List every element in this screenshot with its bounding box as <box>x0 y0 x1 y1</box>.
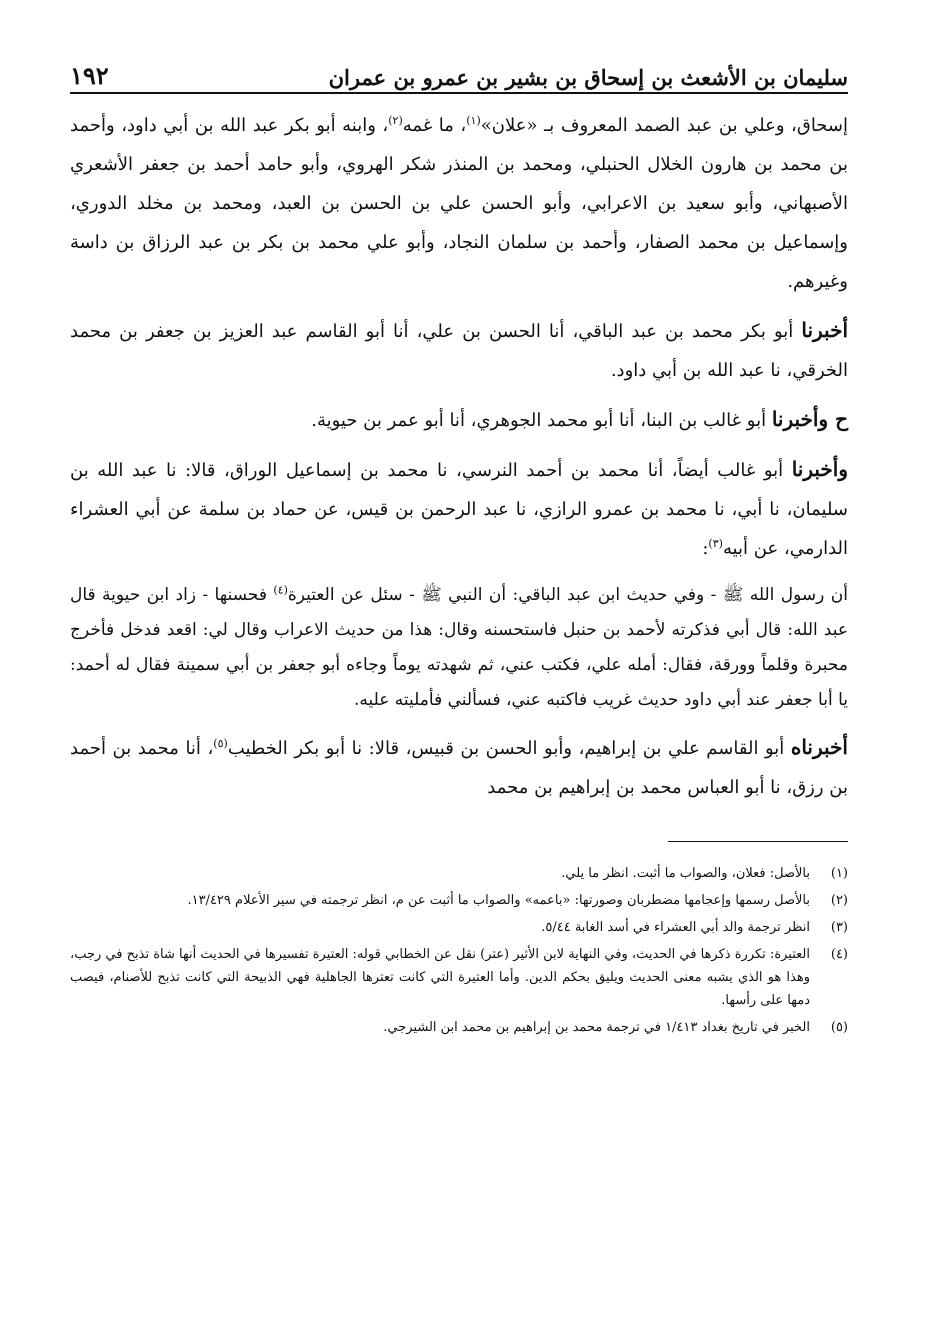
text-run: أبو غالب بن البنا، أنا أبو محمد الجوهري، أنا أبو عمر بن حيوية. <box>311 410 772 431</box>
footnote-marker: (١) <box>466 114 481 127</box>
footnote-text: العتيرة: تكررة ذكرها في الحديث، وفي النهاية لابن الأثير (عتر) نقل عن الخطابي قوله: العتيرة تفسيرها في الحديث أنها شاة تذبح في رجب، وهذا هو الذي يشبه معنى الحديث ويليق بحكم الدين. وأما العتيرة التي كانت تعترها الجاهلية فهي الذبيحة التي كانت تذبح للأصنام، فيصب دمها على رأسها. <box>70 947 810 1008</box>
footnote-text: بالأصل رسمها وإعجامها مضطربان وصورتها: «باعمه» والصواب ما أثبت عن م، انظر ترجمته في سير الأعلام ١٣/٤٢٩. <box>187 893 810 908</box>
paragraph <box>70 728 848 807</box>
chain-lead-word: أخبرنا <box>801 318 848 342</box>
book-page <box>70 50 848 1043</box>
page-number: ١٩٢ <box>70 61 109 90</box>
footnote-number: (٢) <box>830 893 848 908</box>
footnote-marker: (٢) <box>388 114 403 127</box>
text-run: ، أنا محمد بن أحمد بن رزق، نا أبو العباس محمد بن إبراهيم بن محمد <box>70 738 848 798</box>
text-run: أن رسول الله ﷺ - وفي حديث ابن عبد الباقي: أن النبي ﷺ - سئل عن العتيرة <box>287 585 848 605</box>
footnote-marker: (٣) <box>708 537 723 550</box>
footnote <box>70 889 848 912</box>
chain-lead-word: ح وأخبرنا <box>771 407 848 431</box>
footnote-marker: (٥) <box>213 737 228 750</box>
footnote <box>70 862 848 885</box>
paragraph <box>70 106 848 301</box>
footnote <box>70 1016 848 1039</box>
footnote-separator <box>668 841 848 842</box>
text-run: ، ما غمه <box>402 115 467 136</box>
footnote-number: (٥) <box>830 1020 848 1035</box>
footnote-number: (٤) <box>830 947 848 962</box>
footnote-marker: (٤) <box>273 583 288 597</box>
running-header <box>70 50 848 94</box>
hadith-text <box>70 578 848 718</box>
text-run: فحسنها - زاد ابن حيوية قال عبد الله: قال أبي فذكرته لأحمد بن حنبل فاستحسنه وقال: هذا من حديث الاعراب وقال لي: اقعد فدخل فأخرج محبرة وقلماً وورقة، فقال: أمله علي، فكتب عني، ثم شهدته يوماً وجاءه أبو جعفر بن أبي سمينة فقال له أحمد: يا أبا جعفر عند أبي داود حديث غريب فاكتبه عني، فسألني فأمليته عليه. <box>70 585 848 710</box>
footnote-text: الخبر في تاريخ بغداد ١/٤١٣ في ترجمة محمد بن إبراهيم بن محمد ابن الشيرجي. <box>383 1020 810 1035</box>
text-run: أبو القاسم علي بن إبراهيم، وأبو الحسن بن قبيس، قالا: نا أبو بكر الخطيب <box>227 738 791 759</box>
text-run: ، وابنه أبو بكر عبد الله بن أبي داود، وأحمد بن محمد بن هارون الخلال الحنبلي، ومحمد بن المنذر شكر الهروي، وأبو حامد أحمد بن جعفر الأشعري الأصبهاني، وأبو سعيد بن الاعرابي، وأبو الحسن علي بن الحسن بن العبد، ومحمد بن مخلد الدوري، وإسماعيل بن محمد الصفار، وأحمد بن سلمان النجاد، وأبو علي محمد بن بكر بن عبد الرزاق بن داسة وغيرهم. <box>70 115 848 292</box>
text-run: أبو غالب أيضاً، أنا محمد بن أحمد النرسي، نا محمد بن إسماعيل الوراق، قالا: نا عبد الله بن سليمان، نا أبي، نا محمد بن عمرو الرازي، نا عبد الرحمن بن قيس، عن حماد بن سلمة عن أبي العشراء الدارمي، عن أبيه <box>70 460 848 559</box>
footnote-text: بالأصل: فعلان، والصواب ما أثبت. انظر ما يلي. <box>561 866 810 881</box>
footnote-text: انظر ترجمة والد أبي العشراء في أسد الغابة ٥/٤٤. <box>541 920 810 935</box>
main-text <box>70 106 848 807</box>
footnote <box>70 916 848 939</box>
paragraph <box>70 311 848 390</box>
text-run: : <box>702 538 709 559</box>
text-run: أبو بكر محمد بن عبد الباقي، أنا الحسن بن علي، أنا أبو القاسم عبد العزيز بن جعفر بن محمد الخرقي، نا عبد الله بن أبي داود. <box>70 321 848 381</box>
footnote-number: (٣) <box>830 920 848 935</box>
footnote <box>70 943 848 1012</box>
footnotes-list <box>70 862 848 1039</box>
chain-lead-word: وأخبرنا <box>791 457 848 481</box>
header-title: سليمان بن الأشعث بن إسحاق بن بشير بن عمرو بن عمران <box>328 65 848 90</box>
footnote-number: (١) <box>830 866 848 881</box>
paragraph <box>70 450 848 568</box>
paragraph <box>70 400 848 440</box>
text-run: إسحاق، وعلي بن عبد الصمد المعروف بـ «علان» <box>480 115 849 136</box>
chain-lead-word: أخبرناه <box>790 735 848 759</box>
